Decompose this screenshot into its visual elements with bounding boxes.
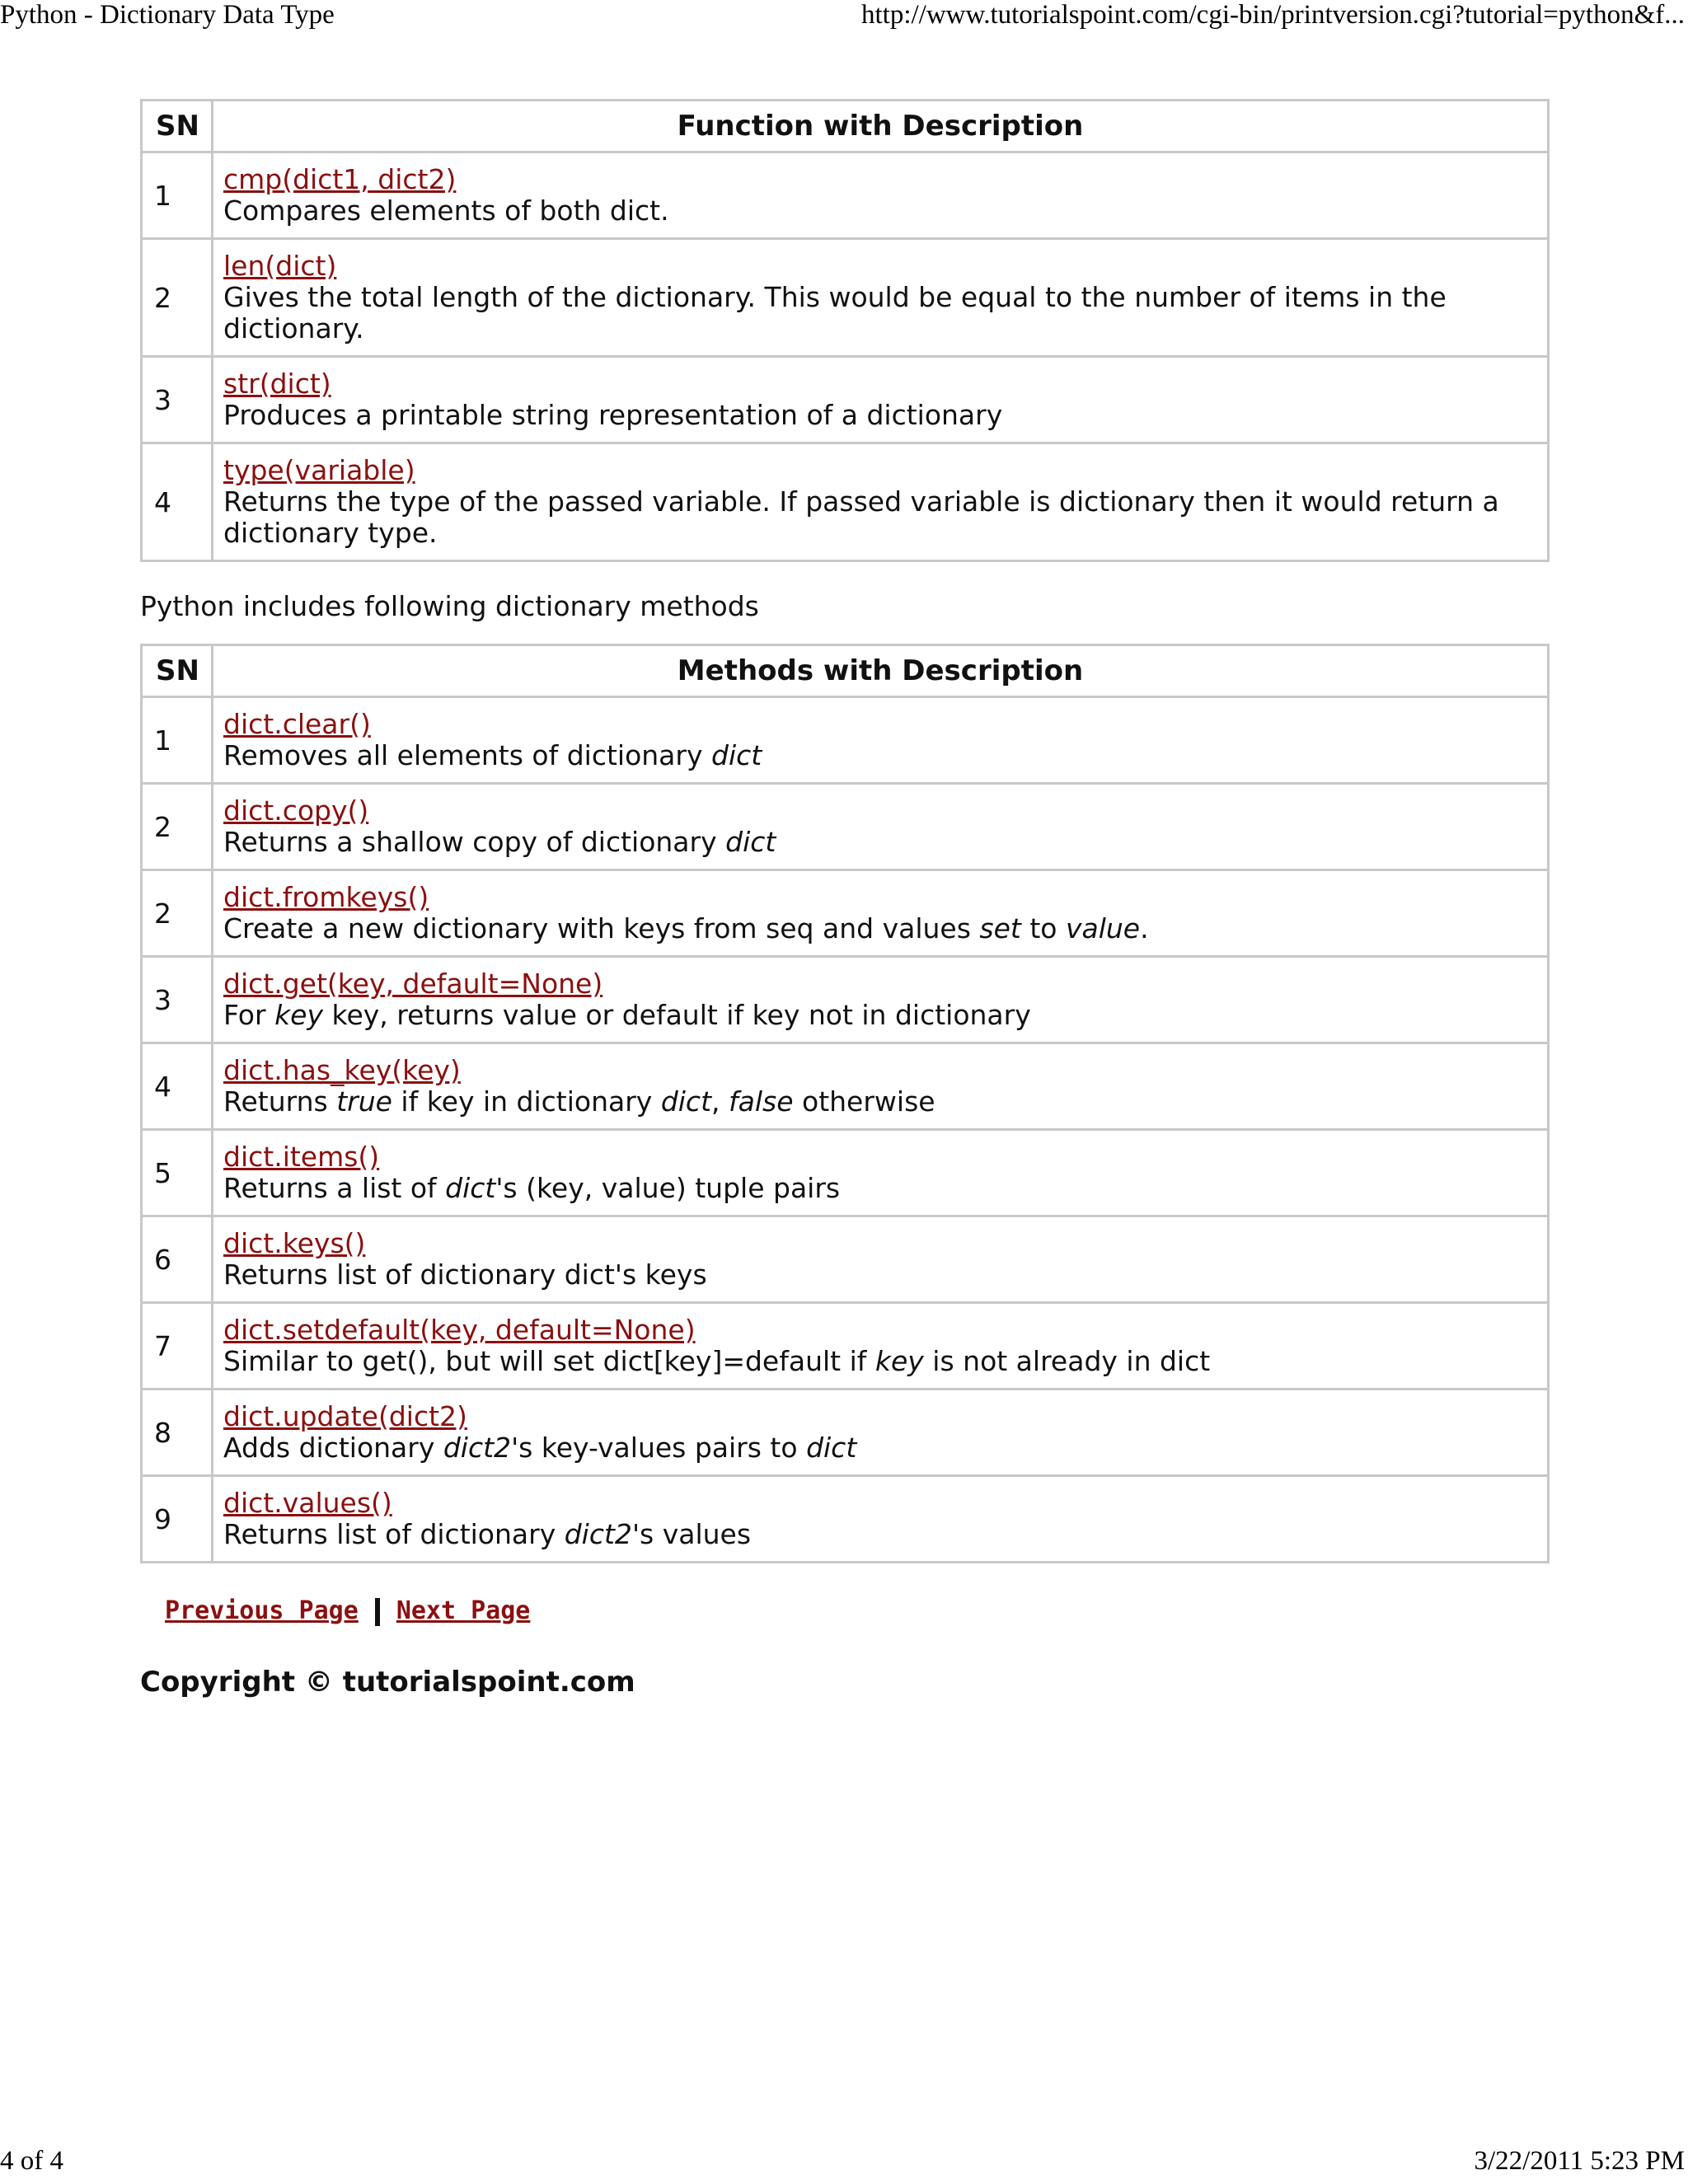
sn-cell: 5 [142,1130,213,1216]
table-row [142,239,1549,357]
table-row [142,1303,1549,1390]
method-description: Removes all elements of dictionary dict [223,739,762,771]
sn-cell: 3 [142,357,213,443]
table-row [142,1216,1549,1303]
function-link[interactable]: str(dict) [223,368,331,400]
description-cell [213,239,1549,357]
print-page-title: Python - Dictionary Data Type [0,0,335,30]
sn-cell: 6 [142,1216,213,1303]
description-cell [213,1216,1549,1303]
function-description: Returns the type of the passed variable. If passed variable is dictionary then it would return a dictionary type. [223,485,1499,549]
description-cell [213,1043,1549,1130]
print-header [0,0,1688,33]
print-datetime: 3/22/2011 5:23 PM [1474,2146,1685,2176]
table-row [142,957,1549,1043]
next-page-link[interactable]: Next Page [396,1596,531,1625]
method-link[interactable]: dict.has_key(key) [223,1054,461,1086]
page-content [140,99,1550,1699]
nav-separator [375,1598,380,1626]
description-cell [213,784,1549,870]
sn-cell: 4 [142,1043,213,1130]
table-row [142,152,1549,239]
sn-column-header: SN [142,645,213,697]
function-description: Produces a printable string representation of a dictionary [223,399,1003,431]
table-row [142,1043,1549,1130]
method-link[interactable]: dict.values() [223,1487,392,1519]
method-description: Returns list of dictionary dict's keys [223,1258,707,1291]
function-description: Gives the total length of the dictionary. This would be equal to the number of items in the dictionary. [223,281,1447,344]
table-row [142,1476,1549,1563]
description-cell [213,1130,1549,1216]
print-footer [0,2146,1688,2179]
description-cell [213,1390,1549,1476]
method-description: Adds dictionary dict2's key-values pairs to dict [223,1432,857,1464]
description-column-header: Function with Description [213,101,1549,152]
method-link[interactable]: dict.clear() [223,708,371,740]
method-link[interactable]: dict.setdefault(key, default=None) [223,1314,696,1346]
page-navigation [140,1593,1550,1629]
sn-cell: 9 [142,1476,213,1563]
method-description: For key key, returns value or default if key not in dictionary [223,999,1031,1031]
table-row [142,443,1549,561]
copyright-notice: Copyright © tutorialspoint.com [140,1666,635,1699]
sn-cell: 3 [142,957,213,1043]
table-row [142,1390,1549,1476]
description-cell [213,152,1549,239]
method-link[interactable]: dict.items() [223,1141,380,1173]
function-link[interactable]: len(dict) [223,250,337,282]
table-row [142,697,1549,784]
sn-cell: 1 [142,697,213,784]
description-column-header: Methods with Description [213,645,1549,697]
method-description: Returns list of dictionary dict2's values [223,1518,752,1550]
table-header-row [142,645,1549,697]
table-row [142,784,1549,870]
table-row [142,870,1549,957]
table-header-row [142,101,1549,152]
function-link[interactable]: cmp(dict1, dict2) [223,163,457,195]
method-description: Similar to get(), but will set dict[key]=default if key is not already in dict [223,1345,1211,1377]
description-cell [213,870,1549,957]
description-cell [213,357,1549,443]
method-link[interactable]: dict.get(key, default=None) [223,968,603,1000]
method-description: Returns a list of dict's (key, value) tuple pairs [223,1172,841,1204]
sn-cell: 2 [142,784,213,870]
sn-cell: 2 [142,870,213,957]
description-cell [213,957,1549,1043]
sn-cell: 2 [142,239,213,357]
description-cell [213,1303,1549,1390]
method-link[interactable]: dict.update(dict2) [223,1400,467,1432]
methods-intro-text: Python includes following dictionary methods [140,590,759,622]
sn-column-header: SN [142,101,213,152]
function-description: Compares elements of both dict. [223,194,669,227]
sn-cell: 7 [142,1303,213,1390]
method-description: Create a new dictionary with keys from seq and values set to value. [223,912,1149,944]
method-link[interactable]: dict.copy() [223,794,369,827]
description-cell [213,697,1549,784]
description-cell [213,443,1549,561]
method-link[interactable]: dict.fromkeys() [223,881,429,913]
sn-cell: 4 [142,443,213,561]
table-row [142,1130,1549,1216]
function-link[interactable]: type(variable) [223,454,415,486]
method-link[interactable]: dict.keys() [223,1227,366,1259]
methods-table [140,644,1550,1563]
previous-page-link[interactable]: Previous Page [165,1596,359,1625]
sn-cell: 1 [142,152,213,239]
page-counter: 4 of 4 [0,2146,63,2176]
functions-table [140,99,1550,562]
description-cell [213,1476,1549,1563]
print-page-url: http://www.tutorialspoint.com/cgi-bin/printversion.cgi?tutorial=python&f... [861,0,1685,30]
method-description: Returns true if key in dictionary dict, false otherwise [223,1085,935,1118]
table-row [142,357,1549,443]
method-description: Returns a shallow copy of dictionary dict [223,826,776,858]
sn-cell: 8 [142,1390,213,1476]
